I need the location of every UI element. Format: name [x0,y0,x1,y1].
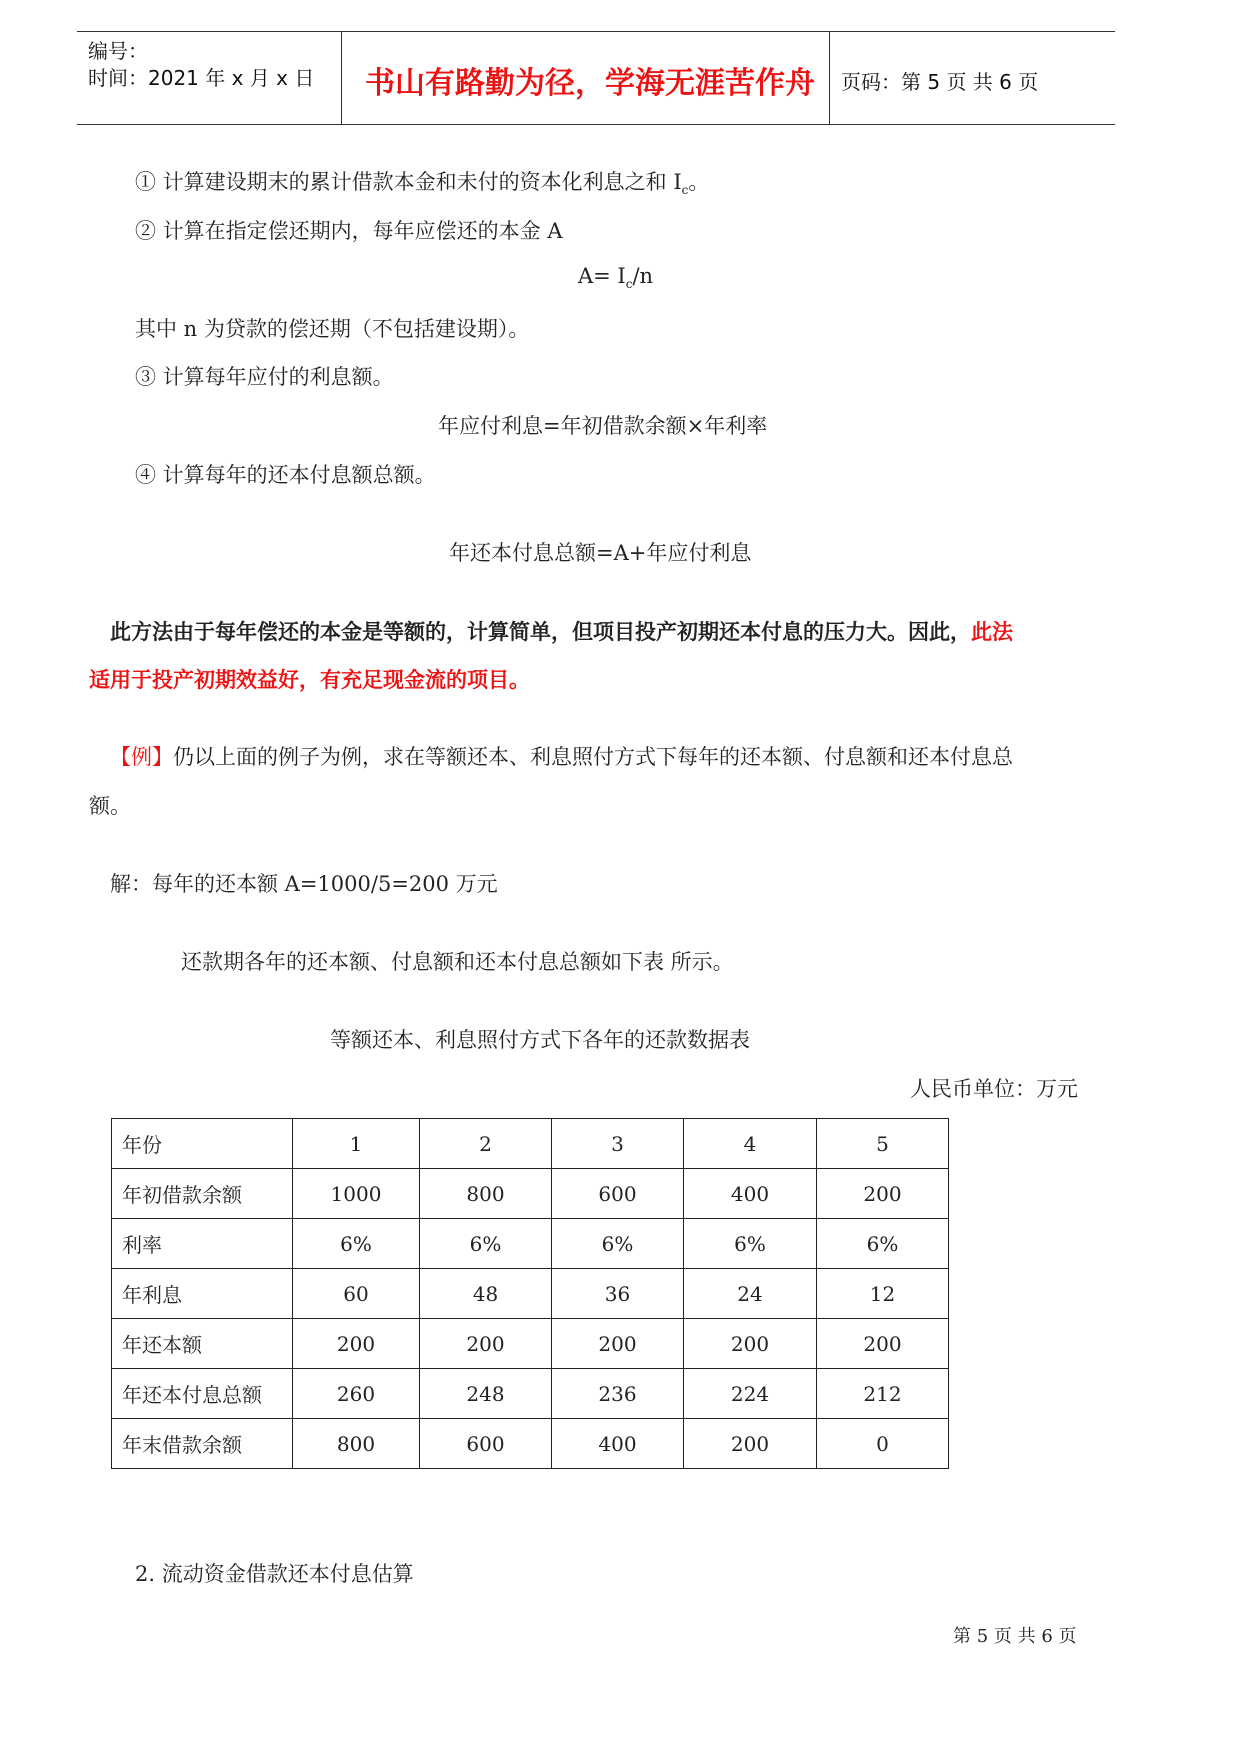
table-cell: 1000 [293,1169,420,1219]
doc-time-label: 时间：2021 年 x 月 x 日 [88,66,315,90]
formula-1-left: A= I [578,264,626,288]
table-row-label: 年还本付息总额 [112,1369,293,1419]
table-cell: 212 [817,1369,949,1419]
table-cell: 600 [420,1419,552,1469]
table-cell: 6% [420,1219,552,1269]
table-cell: 800 [293,1419,420,1469]
table-header-cell: 1 [293,1119,420,1169]
table-cell: 200 [817,1169,949,1219]
conclusion-text: 此方法由于每年偿还的本金是等额的，计算简单，但项目投产初期还本付息的压力大。因此， [110,620,971,644]
table-cell: 236 [552,1369,684,1419]
header-divider-left [341,31,342,125]
table-cell: 60 [293,1269,420,1319]
table-header-cell: 3 [552,1119,684,1169]
formula-annual-total: 年还本付息总额=A+年应付利息 [449,541,752,565]
table-header-row [112,1119,949,1169]
table-cell: 200 [420,1319,552,1369]
table-unit: 人民币单位：万元 [910,1077,1078,1101]
table-cell: 6% [684,1219,817,1269]
table-cell: 400 [552,1419,684,1469]
header-page-label: 页码：第 5 页 共 6 页 [841,70,1039,94]
table-title: 等额还本、利息照付方式下各年的还款数据表 [330,1028,750,1052]
table-row-label: 年还本额 [112,1319,293,1369]
conclusion-line-2: 适用于投产初期效益好，有充足现金流的项目。 [89,668,530,692]
header-motto: 书山有路勤为径，学海无涯苦作舟 [365,66,815,101]
table-cell: 200 [684,1419,817,1469]
table-row-label: 年初借款余额 [112,1169,293,1219]
example-line-1 [110,741,1013,771]
header-divider-right [829,31,830,125]
step-1-end: 。 [688,170,710,194]
formula-annual-interest: 年应付利息=年初借款余额×年利率 [438,414,768,438]
table-row [112,1369,949,1419]
step-1-text: ① 计算建设期末的累计借款本金和未付的资本化利息之和 I [135,170,682,194]
table-cell: 200 [817,1319,949,1369]
table-cell: 224 [684,1369,817,1419]
table-cell: 6% [552,1219,684,1269]
example-question: 仍以上面的例子为例，求在等额还本、利息照付方式下每年的还本额、付息额和还本付息总 [173,745,1013,769]
table-cell: 200 [684,1319,817,1369]
doc-number-label: 编号： [88,39,148,63]
note-repayment-period: 其中 n 为贷款的偿还期（不包括建设期）。 [135,317,530,341]
table-intro: 还款期各年的还本额、付息额和还本付息总额如下表 所示。 [181,950,734,974]
step-3: ③ 计算每年应付的利息额。 [135,365,394,389]
table-header-cell: 4 [684,1119,817,1169]
step-2: ② 计算在指定偿还期内，每年应偿还的本金 A [135,219,563,243]
table-cell: 6% [817,1219,949,1269]
example-line-2: 额。 [89,794,131,818]
table-cell: 400 [684,1169,817,1219]
table-cell: 200 [552,1319,684,1369]
step-1 [135,166,709,197]
table-cell: 6% [293,1219,420,1269]
step-4: ④ 计算每年的还本付息额总额。 [135,463,436,487]
repayment-table [111,1118,949,1469]
table-cell: 24 [684,1269,817,1319]
conclusion-highlight: 此法 [971,620,1013,644]
example-solution: 解：每年的还本额 A=1000/5=200 万元 [110,872,498,896]
table-cell: 260 [293,1369,420,1419]
table-row [112,1219,949,1269]
table-row [112,1269,949,1319]
table-cell: 600 [552,1169,684,1219]
table-cell: 800 [420,1169,552,1219]
formula-1-subscript: c [625,277,633,292]
table-row [112,1319,949,1369]
table-row [112,1169,949,1219]
table-cell: 48 [420,1269,552,1319]
table-cell: 12 [817,1269,949,1319]
formula-1-right: /n [632,264,654,288]
table-row-label: 年末借款余额 [112,1419,293,1469]
header-top-rule [77,31,1115,32]
page-footer: 第 5 页 共 6 页 [953,1626,1077,1647]
table-header-cell: 5 [817,1119,949,1169]
table-row-label: 利率 [112,1219,293,1269]
table-header-cell: 2 [420,1119,552,1169]
table-cell: 0 [817,1419,949,1469]
table-cell: 200 [293,1319,420,1369]
section-2-heading: 2. 流动资金借款还本付息估算 [135,1562,414,1586]
table-row [112,1419,949,1469]
formula-annual-principal [578,264,653,291]
table-row-label: 年利息 [112,1269,293,1319]
conclusion-line-1 [110,616,1013,646]
table-cell: 248 [420,1369,552,1419]
table-cell: 36 [552,1269,684,1319]
table-header-cell: 年份 [112,1119,293,1169]
header-bottom-rule [77,124,1115,125]
example-tag: 【例】 [110,745,173,769]
step-1-subscript: c [681,183,689,198]
